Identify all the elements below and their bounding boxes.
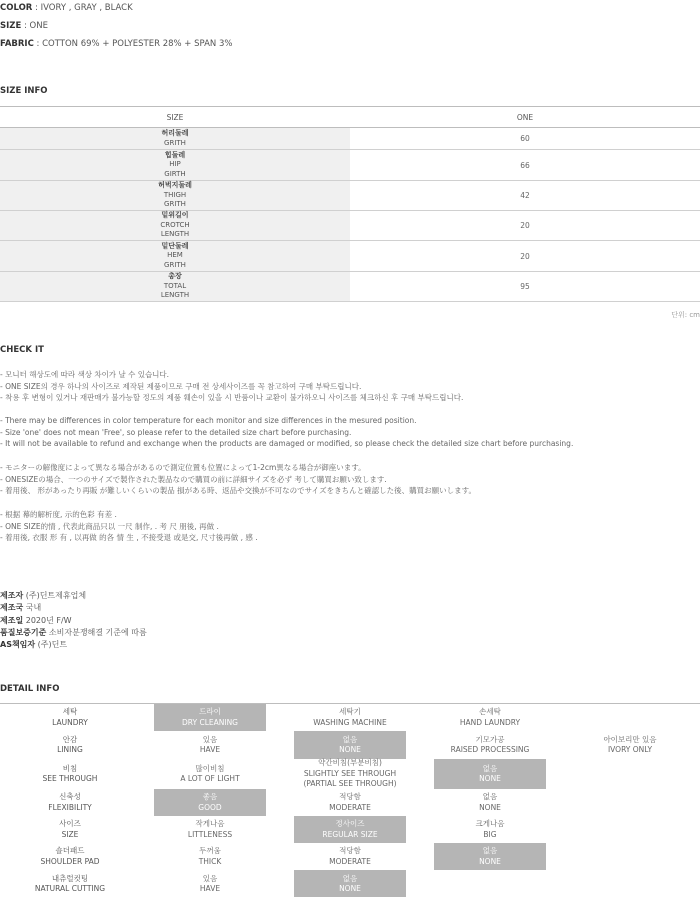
one-col-header: ONE [516, 112, 534, 122]
detail-option [140, 870, 280, 897]
detail-option-text: 없음 [342, 873, 358, 883]
detail-label-text: 비침 [62, 763, 78, 773]
check-it-line: - 着用後、 形があったり再販 が難しいくらいの製品 損がある時、返品や交換が不可なのでサイズをきちんと確認した後、購買お願いします。 [0, 486, 476, 496]
size-row-label-en: LENGTH [160, 291, 190, 300]
detail-option [280, 843, 420, 870]
spec-fabric [0, 39, 232, 49]
detail-option-selected [294, 870, 406, 897]
detail-row-label [0, 870, 140, 897]
detail-option-text: 작게나옴 [195, 819, 225, 828]
check-it-line: - 着用後, 衣服 形 有 , 以再做 的各 情 生 , 不接受退 或是交, 尺寸後再做 , 感 . [0, 533, 258, 543]
size-row-label-en: GRITH [164, 138, 186, 147]
spec-fabric-value: : COTTON 69% + POLYESTER 28% + SPAN 3% [33, 39, 233, 49]
check-it-line: - Size 'one' does not mean 'Free', so please refer to the detailed size chart before purchasing. [0, 427, 352, 437]
detail-option [420, 870, 560, 897]
detail-option-text: 없음 [342, 734, 358, 744]
size-info-heading: SIZE INFO [0, 86, 48, 96]
detail-row-label [0, 789, 140, 816]
detail-option-text: SLIGHTLY SEE THROUGH [303, 768, 397, 778]
size-row-label-ko: 총장 [168, 272, 182, 281]
detail-option [420, 789, 560, 816]
manufacturer-label: 품질보증기준 [0, 627, 47, 637]
unit-label: 단위: cm [671, 311, 700, 319]
size-table-header [0, 106, 700, 128]
check-it-line: - モニターの解像度によって異なる場合があるので測定位置も位置によって1-2cm異なる場合が御座います。 [0, 463, 366, 472]
detail-option-text: DRY CLEANING [181, 717, 238, 727]
detail-table-body [0, 704, 700, 897]
detail-label-text: SEE THROUGH [42, 774, 98, 783]
size-row-label [0, 128, 350, 149]
detail-label-text: SIZE [61, 829, 79, 839]
detail-option [560, 816, 700, 843]
detail-row-label [0, 704, 140, 731]
size-table-row [0, 272, 700, 302]
detail-option-text: 세탁기 [339, 707, 361, 716]
detail-row-label [0, 816, 140, 843]
detail-option-text: WASHING MACHINE [313, 717, 387, 727]
check-it-line: - 모니터 해상도에 따라 색상 차이가 날 수 있습니다. [0, 370, 170, 379]
check-it-line: - ONESIZEの場合、一つのサイズで製作された製品なので購買の前に詳細サイズを必ず 考して購買お願い致します. [0, 474, 387, 484]
size-row-label-ko: 밑단둘레 [161, 241, 189, 250]
manufacturer-label: 제조국 [0, 603, 24, 613]
detail-option-text: 정사이즈 [335, 819, 365, 828]
size-row-label [0, 211, 350, 240]
check-it-line: - ONE SIZE의 경우 하나의 사이즈로 제작된 제품이므로 구매 전 상세사이즈를 꼭 참고하여 구매 부탁드립니다. [0, 381, 362, 391]
detail-option [560, 789, 700, 816]
size-row-value: 95 [520, 282, 530, 291]
size-row-label-en: THIGH [163, 190, 187, 199]
size-row-label [0, 150, 350, 180]
detail-option [140, 816, 280, 843]
manufacturer-value: (주)딘트 [35, 640, 68, 650]
spec-size-value: : ONE [21, 21, 48, 31]
size-row-label-ko: 힙둘레 [164, 150, 186, 159]
detail-row-label [0, 731, 140, 759]
size-col-header: SIZE [166, 112, 184, 122]
detail-option [560, 704, 700, 731]
detail-option [280, 704, 420, 731]
manufacturer-line [0, 590, 86, 601]
detail-option-text: 드라이 [199, 707, 221, 716]
detail-row-label [0, 759, 140, 789]
size-table-row [0, 181, 700, 211]
spec-size [0, 21, 48, 31]
detail-option-text: REGULAR SIZE [322, 829, 378, 839]
detail-option-selected [154, 704, 266, 731]
detail-option [420, 816, 560, 843]
detail-option-text: 없음 [482, 792, 498, 801]
detail-option-text: 적당함 [339, 792, 361, 801]
size-row-label-ko: 허벅지둘레 [158, 181, 192, 190]
spec-color-label: COLOR [0, 3, 33, 13]
manufacturer-label: 제조자 [0, 591, 24, 600]
detail-table [0, 703, 700, 897]
manufacturer-line [0, 627, 147, 638]
detail-option-text: BIG [483, 829, 497, 839]
detail-option-text: RAISED PROCESSING [450, 745, 530, 754]
size-row-label [0, 241, 350, 271]
detail-row [0, 789, 700, 816]
check-it-line: - There may be differences in color temperature for each monitor and size differences in the mesured position. [0, 416, 417, 425]
detail-option-text: NONE [339, 745, 361, 754]
detail-option-selected [434, 759, 546, 789]
detail-option-text: NONE [339, 884, 361, 893]
size-row-value: 42 [520, 191, 530, 200]
detail-option-text: 있음 [202, 873, 218, 883]
check-it-heading: CHECK IT [0, 345, 44, 355]
size-row-label-en: GRITH [164, 200, 186, 209]
spec-size-label: SIZE [0, 21, 22, 31]
detail-row [0, 731, 700, 759]
detail-option-text: 크게나옴 [475, 819, 505, 828]
detail-option-text: NONE [479, 774, 501, 783]
manufacturer-value: (주)딘트제휴업체 [23, 591, 87, 600]
detail-option [560, 759, 700, 789]
size-row-value: 66 [520, 160, 530, 170]
detail-option [280, 789, 420, 816]
detail-option-text: 기모가공 [475, 734, 505, 744]
detail-option-selected [434, 843, 546, 870]
detail-option-text: 약간비침(부분비침) [318, 758, 382, 768]
detail-option-text: 손세탁 [479, 707, 501, 716]
detail-option-text: (PARTIAL SEE THROUGH) [303, 779, 397, 789]
detail-option [420, 704, 560, 731]
size-table-row [0, 211, 700, 241]
detail-option-text: 두꺼움 [199, 846, 221, 855]
detail-option [560, 731, 700, 759]
detail-option-text: A LOT OF LIGHT [180, 774, 240, 783]
detail-label-text: 숄더패드 [55, 846, 85, 855]
detail-option-text: 적당함 [339, 846, 361, 855]
detail-option [140, 843, 280, 870]
detail-option [560, 870, 700, 897]
detail-option-text: MODERATE [329, 802, 371, 812]
detail-option [560, 843, 700, 870]
size-row-label-en: GIRTH [164, 169, 186, 178]
check-it-line: - It will not be available to refund and exchange when the products are damaged or modified, so please check the detailed size chart before purchasing. [0, 439, 574, 449]
size-row-value: 60 [520, 134, 530, 143]
detail-option-selected [154, 789, 266, 816]
check-it-line: - 착용 후 변형이 있거나 재판매가 불가능할 정도의 제품 훼손이 있을 시 반품이나 교환이 불가하오니 사이즈를 체크하신 후 구매 부탁드립니다. [0, 393, 464, 403]
detail-label-text: LAUNDRY [52, 717, 88, 727]
size-row-label [0, 272, 350, 301]
detail-option-text: 많이비침 [195, 763, 225, 773]
manufacturer-value: 국내 [23, 603, 42, 613]
detail-label-text: SHOULDER PAD [40, 856, 100, 866]
size-row-label-en: GRITH [164, 260, 186, 269]
manufacturer-label: AS책임자 [0, 640, 36, 650]
size-table-row [0, 150, 700, 181]
detail-option-text: 없음 [482, 846, 498, 855]
detail-label-text: 안감 [62, 734, 78, 744]
detail-option [140, 731, 280, 759]
detail-row [0, 816, 700, 843]
detail-label-text: 신축성 [59, 792, 81, 801]
detail-option-text: 아이보리만 있음 [603, 734, 657, 744]
detail-option-selected [294, 731, 406, 759]
size-row-label-en: TOTAL [163, 281, 187, 290]
spec-color-value: : IVORY , GRAY , BLACK [32, 3, 133, 13]
detail-row [0, 870, 700, 897]
size-row-value: 20 [520, 251, 530, 261]
manufacturer-line [0, 602, 41, 613]
size-table-row [0, 241, 700, 272]
detail-row-label [0, 843, 140, 870]
size-table [0, 106, 700, 302]
detail-option-text: MODERATE [329, 856, 371, 866]
size-row-label-en: HEM [167, 251, 183, 260]
detail-option-text: GOOD [198, 802, 222, 812]
detail-option-text: HAND LAUNDRY [459, 717, 521, 727]
manufacturer-line [0, 639, 67, 650]
detail-label-text: 세탁 [62, 707, 78, 716]
size-row-label-ko: 밑위길이 [161, 211, 189, 220]
detail-option-text: LITTLENESS [187, 829, 233, 839]
size-row-label-en: HIP [169, 160, 181, 169]
manufacturer-value: 소비자분쟁해결 기준에 따름 [46, 627, 147, 637]
detail-option-text: 있음 [202, 734, 218, 744]
size-row-label-ko: 허리둘레 [161, 129, 189, 137]
detail-label-text: LINING [57, 745, 83, 754]
size-row-value: 20 [520, 221, 530, 230]
detail-option-text: IVORY ONLY [607, 745, 653, 754]
detail-label-text: FLEXIBILITY [48, 802, 92, 812]
size-row-label-en: CROTCH [160, 220, 190, 229]
detail-row [0, 843, 700, 870]
detail-label-text: NATURAL CUTTING [34, 884, 106, 893]
size-row-label [0, 181, 350, 210]
manufacturer-label: 제조일 [0, 615, 24, 625]
detail-option-text: HAVE [199, 884, 221, 893]
manufacturer-value: 2020년 F/W [23, 615, 72, 625]
detail-option-text: THICK [198, 856, 222, 866]
check-it-line: - ONE SIZE的情 , 代表此商品只以 一尺 制作, . 考 尺 朋後, 再做 . [0, 521, 219, 531]
detail-option-text: 좋음 [202, 792, 218, 801]
detail-option-text: NONE [479, 802, 501, 812]
spec-color [0, 3, 133, 13]
spec-fabric-label: FABRIC [0, 39, 34, 49]
detail-option [420, 731, 560, 759]
detail-row [0, 759, 700, 789]
size-table-row [0, 128, 700, 150]
size-table-body [0, 128, 700, 302]
detail-option-selected [294, 816, 406, 843]
detail-option-text: NONE [479, 856, 501, 866]
size-row-label-en: LENGTH [160, 230, 190, 239]
detail-row [0, 704, 700, 731]
manufacturer-line [0, 615, 72, 626]
detail-option [140, 759, 280, 789]
detail-label-text: 사이즈 [59, 819, 81, 828]
detail-option-text: 없음 [482, 763, 498, 773]
detail-label-text: 내츄럴컷팅 [51, 873, 89, 883]
detail-option [280, 759, 420, 789]
detail-info-heading: DETAIL INFO [0, 684, 60, 694]
detail-option-text: HAVE [199, 745, 221, 754]
check-it-line: - 根据 幕的解析度, 示的色彩 有差 . [0, 510, 117, 519]
